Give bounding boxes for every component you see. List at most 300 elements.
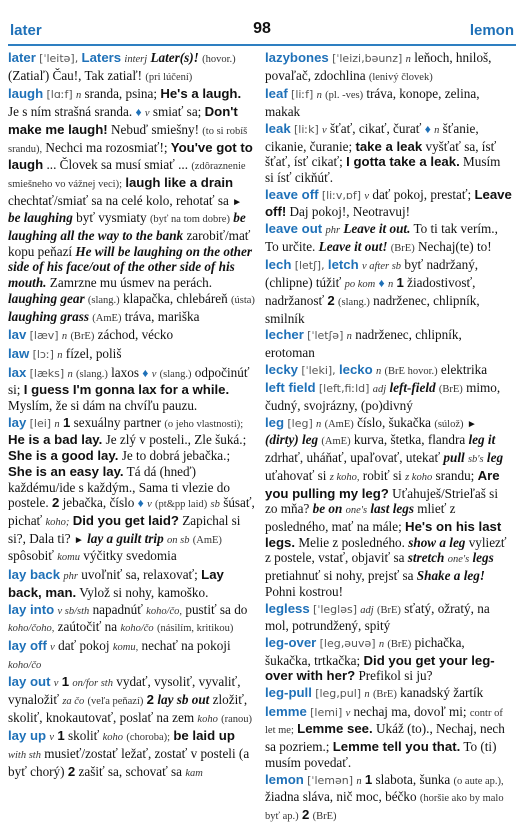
usage-note: (ranou) xyxy=(221,713,253,725)
usage-note: (lenivý človek) xyxy=(368,71,433,83)
entry-leg-pull xyxy=(265,685,512,703)
grammar-label: one's xyxy=(447,554,470,566)
grammar-label: v xyxy=(151,368,157,380)
pronunciation: [ˈletʃə] xyxy=(307,329,344,343)
translation: kanadský žartík xyxy=(400,685,484,701)
entry-later xyxy=(8,50,255,85)
translation: zašiť sa, schovať sa xyxy=(78,763,183,779)
headword: later xyxy=(8,50,36,65)
entry-lay-off xyxy=(8,638,255,673)
example: He's on his last legs. xyxy=(265,518,502,550)
entry-lay-back xyxy=(8,567,255,600)
sense-number: 1 xyxy=(57,728,65,744)
grammar-label: with sth xyxy=(8,750,41,762)
translation: uvoľniť sa, relaxovať; xyxy=(81,567,198,583)
diamond-icon: ♦ xyxy=(137,496,144,511)
translation: tráva, mariška xyxy=(124,308,200,324)
page-header xyxy=(8,0,516,46)
usage-note: (pt&pp laid) xyxy=(155,499,208,511)
usage-note: (to si robíš srandu), xyxy=(8,125,248,155)
translation: Nebuď smiešny! xyxy=(110,121,199,137)
translation: vydať, vysoliť, vyvaliť, vynaložiť xyxy=(8,674,241,708)
translation: Uťahuješ/Strieľaš si zo mňa? xyxy=(265,485,498,517)
grammar-label: v xyxy=(53,678,59,690)
diamond-icon: ♦ xyxy=(135,105,142,120)
grammar-label: n xyxy=(54,418,60,430)
translation: nadrženec, chlipník, smilník xyxy=(265,292,480,326)
usage-note: (veľa peňazí) xyxy=(87,696,144,708)
translation: Tá dá (hneď) každému/ide s každým., Sama ti vlezie do postele. xyxy=(8,463,230,511)
headword: lay off xyxy=(8,637,47,653)
headword: lemme xyxy=(265,703,307,719)
translation: elektrika xyxy=(440,361,488,377)
headword: lazybones xyxy=(265,50,329,65)
grammar-label: sb xyxy=(210,499,220,511)
grammar-label: komu, xyxy=(112,641,139,653)
phrase: Shake a leg! xyxy=(416,568,485,584)
usage-note: (AmE) xyxy=(92,312,122,324)
grammar-label: on/for sth xyxy=(72,678,113,690)
translation: sťatý, ožratý, na mol, potrundžený, spitý xyxy=(265,600,490,634)
headword: leave out xyxy=(265,221,323,237)
triangle-icon: ► xyxy=(232,196,243,208)
entry-lay-out xyxy=(8,674,255,727)
example: I gotta take a leak. xyxy=(346,154,460,170)
usage-note: contr of let me; xyxy=(265,707,503,737)
sense-number: 2 xyxy=(327,292,335,308)
translation: vyliezť z postele, vstať, objaviť sa xyxy=(265,534,507,566)
sense-number: 1 xyxy=(62,414,71,430)
usage-note: (slang.) xyxy=(159,368,192,380)
pronunciation: [leg‚pul] xyxy=(315,687,362,701)
phrase: last legs xyxy=(370,501,414,517)
translation: zarobiť/mať kopu peňazí xyxy=(8,228,251,259)
pronunciation: [ˈleizi‚bəunz] xyxy=(332,52,403,65)
usage-note: (hovor.) xyxy=(202,54,236,65)
grammar-label: v xyxy=(322,124,327,136)
usage-note: (slang.) xyxy=(87,294,120,306)
usage-note: (BrE) xyxy=(372,689,397,701)
headword: lemon xyxy=(265,771,304,787)
example: Don't make me laugh! xyxy=(8,104,238,137)
example: He's a laugh. xyxy=(160,86,242,102)
pronunciation: [ˈleitə], xyxy=(39,52,79,65)
example: Did you get your leg-over with her? xyxy=(265,652,495,684)
entry-leak xyxy=(265,121,512,186)
header-first-word: later xyxy=(10,22,42,39)
sense-number: 1 xyxy=(396,275,404,291)
pronunciation: [liːv‚ɒf] xyxy=(321,188,362,202)
entry-lemme xyxy=(265,704,512,771)
translation: uťahovať si xyxy=(265,467,327,483)
grammar-label: kam xyxy=(185,767,203,779)
translation: spôsobiť xyxy=(8,548,54,564)
translation: chechtať/smiať sa na celé kolo, rehotať sa xyxy=(8,192,229,208)
grammar-label: v xyxy=(49,732,55,744)
pronunciation: [liːf] xyxy=(291,88,314,102)
grammar-label: n xyxy=(346,331,352,343)
grammar-label: koho xyxy=(102,732,124,744)
usage-note: (byť na tom dobre) xyxy=(149,214,230,226)
entry-lay-into xyxy=(8,602,255,637)
usage-note: (ústa) xyxy=(230,294,255,306)
entry-leg xyxy=(265,415,512,600)
translation: nechaj ma, dovoľ mi; xyxy=(353,703,467,719)
right-column xyxy=(265,50,512,822)
grammar-label: adj xyxy=(360,604,374,616)
translation: srandu; xyxy=(435,467,475,483)
sense-number: 2 xyxy=(51,495,60,511)
translation: záchod, vécko xyxy=(97,327,174,343)
pronunciation: [lɑːf] xyxy=(46,88,73,102)
translation: Zapichal si si?, Dala ti? xyxy=(8,512,241,546)
usage-note: (zdôraznenie smiešneho vo vážnej veci); xyxy=(8,161,246,190)
headword: leg xyxy=(265,414,285,430)
usage-note: (slang.) xyxy=(338,296,370,308)
translation: byť nadržaný, (chlipne) túžiť xyxy=(265,257,479,291)
entry-lav xyxy=(8,327,255,345)
example: She is a good lay. xyxy=(8,448,119,464)
phrase: Leave it out. xyxy=(343,221,411,237)
grammar-label: n xyxy=(57,349,63,361)
entry-lay xyxy=(8,415,255,566)
grammar-label: interj xyxy=(124,54,148,65)
headword: lav xyxy=(8,327,27,343)
translation: pretiahnuť si nohy, prejsť sa xyxy=(265,568,414,584)
headword: law xyxy=(8,345,30,361)
translation: pichačka, šukačka, trtkačka; xyxy=(265,634,465,668)
phrase: He will be laughing on the other side of his face/out of the other side of his mouth. xyxy=(8,243,252,291)
usage-note: (AmE) xyxy=(324,418,354,430)
grammar-label: v xyxy=(144,108,150,120)
headword: leg-pull xyxy=(265,685,312,701)
translation: žiadostivosť, nadržanosť xyxy=(265,275,476,308)
grammar-label: n xyxy=(61,331,68,343)
usage-note: (o aute ap.), xyxy=(453,775,504,787)
pronunciation: [læks] xyxy=(29,366,65,380)
pronunciation: [ˈleki], xyxy=(301,363,336,377)
phrase: laughing gear xyxy=(8,290,85,306)
example: Lay back, man. xyxy=(8,567,224,600)
translation: Melie z posledného. xyxy=(298,534,405,550)
translation: číslo, šukačka xyxy=(357,414,432,430)
entry-lemon xyxy=(265,772,512,825)
headword: lay out xyxy=(8,674,51,690)
usage-note: (BrE) xyxy=(438,384,463,396)
grammar-label: z koho xyxy=(405,471,433,483)
grammar-label: n xyxy=(316,418,322,430)
grammar-label: v xyxy=(147,499,152,511)
triangle-icon: ► xyxy=(73,534,84,546)
usage-note: (násilím, kritikou) xyxy=(156,623,234,635)
pronunciation: [ˈlegləs] xyxy=(313,602,357,616)
headword: left field xyxy=(265,380,316,396)
usage-note: (BrE) xyxy=(377,604,401,616)
phrase: Leave it out! xyxy=(318,238,388,254)
grammar-label: n xyxy=(434,124,440,136)
phrase: lay sb out xyxy=(157,692,210,708)
translation: To ti tak verím., To určite. xyxy=(265,221,498,254)
grammar-label: adj xyxy=(372,384,387,396)
grammar-label: n xyxy=(356,775,362,787)
entry-lecher xyxy=(265,327,512,360)
headword-variant: letch xyxy=(327,257,359,273)
headword: lay up xyxy=(8,728,47,744)
entry-legless xyxy=(265,601,512,634)
usage-note: (BrE) xyxy=(390,242,415,254)
grammar-label: komu xyxy=(57,552,80,564)
usage-note: (BrE) xyxy=(387,638,412,650)
translation: Je to dobrá jebačka.; xyxy=(121,448,231,464)
example: Lemme see. xyxy=(297,721,373,737)
example: Are you pulling my leg? xyxy=(265,467,500,501)
translation: fízel, poliš xyxy=(65,345,122,361)
translation: kurva, štetka, flandra xyxy=(353,432,466,448)
translation: šťať, cikať, čurať xyxy=(330,120,422,136)
example: You've got to laugh xyxy=(8,139,253,173)
grammar-label: koho; xyxy=(45,516,70,528)
phrase: left-field xyxy=(389,380,436,396)
usage-note: (AmE) xyxy=(192,534,222,546)
phrase: leg it xyxy=(468,432,496,448)
sense-number: 2 xyxy=(146,692,155,708)
headword: legless xyxy=(265,600,310,616)
entry-law xyxy=(8,346,255,364)
grammar-label: po kom xyxy=(344,279,376,291)
translation: leňoch, hniloš, povaľač, zdochlina xyxy=(265,50,492,83)
phrase: lay a guilt trip xyxy=(87,530,164,546)
example: I guess I'm gonna lax for a while. xyxy=(23,382,230,398)
entry-leg-over xyxy=(265,635,512,684)
translation: klapačka, chlebáreň xyxy=(122,290,228,306)
phrase: be laughing xyxy=(8,210,73,226)
translation: Myslím, že si dám na chvíľu pauzu. xyxy=(8,398,198,414)
example: be laid up xyxy=(173,728,235,744)
translation: nadrženec, chlipník, erotoman xyxy=(265,327,462,360)
translation: dať pokoj, prestať; xyxy=(372,186,472,202)
usage-note: (BrE) xyxy=(312,810,337,822)
translation: Pohni kostrou! xyxy=(265,583,344,599)
usage-note: (pri lúčení) xyxy=(145,71,193,83)
example: Lemme tell you that. xyxy=(332,739,461,755)
pronunciation: [leg] xyxy=(287,416,313,430)
pronunciation: [læv] xyxy=(29,329,59,343)
headword: leg-over xyxy=(265,634,317,650)
grammar-label: n xyxy=(75,90,82,102)
grammar-label: phr xyxy=(325,225,341,237)
grammar-label: koho/čo xyxy=(8,659,42,671)
grammar-label: koho/čo xyxy=(120,623,154,635)
example: take a leak xyxy=(355,138,423,154)
translation: byť vysmiaty xyxy=(76,210,147,226)
phrase: stretch xyxy=(407,550,445,566)
pronunciation: [lɔː] xyxy=(32,347,54,361)
entry-leaf xyxy=(265,86,512,119)
diamond-icon: ♦ xyxy=(378,276,385,291)
usage-note: (AmE) xyxy=(321,436,351,448)
translation: To (ti) musím povedať. xyxy=(265,739,497,770)
grammar-label: one's xyxy=(345,505,368,517)
translation: ... Človek sa musí smiať ... xyxy=(46,157,189,173)
grammar-label: phr xyxy=(63,571,78,583)
page-number: 98 xyxy=(253,20,271,37)
translation: Je s ním strašná sranda. xyxy=(8,104,133,120)
phrase: leg xyxy=(486,450,504,466)
grammar-label: koho/čo, xyxy=(146,605,183,617)
usage-note: (horšie ako by malo byť ap.) xyxy=(265,793,504,822)
usage-note: (BrE) xyxy=(70,331,95,343)
translation: Nechaj(te) to! xyxy=(418,238,492,254)
translation: Nechci ma rozosmiať!; xyxy=(45,139,168,155)
translation: mimo, čudný, svojrázny, (po)divný xyxy=(265,380,501,414)
sense-number: 1 xyxy=(61,674,70,690)
pronunciation: [letʃ], xyxy=(294,259,325,273)
headword: lay into xyxy=(8,601,55,617)
grammar-label: n xyxy=(378,638,385,650)
diamond-icon: ♦ xyxy=(142,365,149,380)
usage-note: (BrE hovor.) xyxy=(384,365,438,377)
translation: jebačka, číslo xyxy=(62,495,135,511)
headword: lecky xyxy=(265,361,299,377)
usage-note: (pl. -ves) xyxy=(325,90,364,102)
headword: lecher xyxy=(265,327,304,343)
translation: sranda, psina; xyxy=(84,86,158,102)
translation: Vylož si nohy, kamoško. xyxy=(79,584,209,600)
translation: pustiť sa do xyxy=(185,601,248,617)
triangle-icon: ► xyxy=(466,418,477,430)
translation: šťanie, cikanie, čuranie; xyxy=(265,120,479,154)
translation: Daj pokoj!, Neotravuj! xyxy=(289,204,411,220)
grammar-label: za čo xyxy=(62,696,85,708)
translation: musieť/zostať ležať, zostať v posteli (a byť chorý) xyxy=(8,746,250,779)
grammar-label: koho xyxy=(197,713,218,725)
headword: leave off xyxy=(265,186,319,202)
translation: sexuálny partner xyxy=(73,414,162,430)
phrase: laughing grass xyxy=(8,308,89,324)
phrase: Later(s)! xyxy=(150,50,199,65)
entry-leave-off xyxy=(265,187,512,220)
translation: smiať sa; xyxy=(152,104,202,120)
translation: šúsať, pichať xyxy=(8,495,255,528)
example: She is an easy lay. xyxy=(8,463,124,479)
entry-lax xyxy=(8,365,255,414)
grammar-label: n xyxy=(376,365,382,377)
phrase: be laughing all the way to the bank xyxy=(8,210,246,244)
translation: slabota, šunka xyxy=(375,771,451,787)
entry-lay-up xyxy=(8,728,255,781)
translation: zdrhať, uháňať, upaľovať, utekať xyxy=(265,450,441,466)
example: Leave off! xyxy=(265,186,512,220)
grammar-label: v xyxy=(345,707,351,719)
phrase: legs xyxy=(472,550,494,566)
grammar-label: sb's xyxy=(467,454,484,466)
phrase: show a leg xyxy=(408,534,466,550)
grammar-label: z koho, xyxy=(329,471,360,483)
translation: Zamrzne mu úsmev na perách. xyxy=(49,275,212,291)
headword: lay xyxy=(8,414,27,430)
header-last-word: lemon xyxy=(469,22,514,39)
pronunciation: [ˈlemən] xyxy=(307,773,354,787)
grammar-label: n xyxy=(316,90,322,102)
translation: dať pokoj xyxy=(58,637,110,653)
sense-number: 1 xyxy=(364,771,373,787)
headword: leak xyxy=(265,120,291,136)
example: Did you get laid? xyxy=(72,512,179,528)
pronunciation: [lemi] xyxy=(310,705,343,719)
sense-number: 2 xyxy=(67,763,76,779)
entry-lecky xyxy=(265,362,512,380)
translation: žiadna sláva, nič moc, béčko xyxy=(265,789,417,805)
grammar-label: v xyxy=(364,190,370,202)
translation: Musím si ísť cikňúť. xyxy=(265,154,501,185)
translation: odpočinúť si; xyxy=(8,364,250,398)
usage-note: (súlož) xyxy=(434,418,464,430)
diamond-icon: ♦ xyxy=(424,121,431,136)
translation: Prefikol si ju? xyxy=(358,668,433,684)
headword: lech xyxy=(265,257,292,273)
phrase: (dirty) leg xyxy=(265,432,319,448)
translation: mlieť z posledného, mať na mále; xyxy=(265,501,456,534)
sense-number: 2 xyxy=(301,806,310,822)
translation: laxos xyxy=(111,364,139,380)
grammar-label: koho/čoho, xyxy=(8,623,55,635)
usage-note: (choroba); xyxy=(126,732,171,744)
left-column xyxy=(8,50,255,779)
translation: skoliť xyxy=(68,728,100,744)
translation: tráva, konope, zelina, makak xyxy=(265,86,480,120)
translation: nechať na pokoji xyxy=(141,637,231,653)
translation: Ukáž (to)., Nechaj, nech sa pozriem.; xyxy=(265,721,505,755)
entry-lazybones xyxy=(265,50,512,85)
headword: lax xyxy=(8,364,27,380)
grammar-label: on sb xyxy=(167,534,190,546)
grammar-label: n xyxy=(67,368,73,380)
grammar-label: v after sb xyxy=(361,261,402,273)
phrase: pull xyxy=(443,450,465,466)
pronunciation: [lei] xyxy=(29,416,52,430)
translation: robiť si xyxy=(362,467,402,483)
translation: vyšťať sa, ísť šťať, ísť cikať; xyxy=(265,138,497,170)
grammar-label: n xyxy=(405,54,411,65)
headword: lay back xyxy=(8,567,61,583)
example: He is a bad lay. xyxy=(8,432,103,448)
headword-variant: Laters xyxy=(81,50,122,65)
translation: Je zlý v posteli., Zle šuká.; xyxy=(105,432,247,448)
translation: napadnúť xyxy=(92,601,143,617)
pronunciation: [left‚fiːld] xyxy=(318,382,370,396)
usage-note: (o jeho vlastnosti); xyxy=(164,418,244,430)
entry-leave-out xyxy=(265,221,512,256)
grammar-label: n xyxy=(387,279,394,291)
headword: laugh xyxy=(8,86,44,102)
example: laugh like a drain xyxy=(125,174,234,190)
translation: (Zatiaľ) Čau!, Tak zatiaľ! xyxy=(8,67,143,83)
translation: výčitky svedomia xyxy=(83,548,177,564)
entry-laugh xyxy=(8,86,255,326)
entry-lech xyxy=(265,257,512,326)
grammar-label: v xyxy=(50,641,55,653)
translation: zložiť, skoliť, knokautovať, poslať na zem xyxy=(8,692,248,725)
entry-left-field xyxy=(265,380,512,413)
translation: zaútočiť na xyxy=(57,619,118,635)
grammar-label: v sb/sth xyxy=(57,605,90,617)
pronunciation: [liːk] xyxy=(293,122,319,136)
headword-variant: lecko xyxy=(338,361,373,377)
headword: leaf xyxy=(265,86,288,102)
usage-note: (slang.) xyxy=(76,368,108,380)
grammar-label: n xyxy=(364,689,370,701)
pronunciation: [leg‚əuvə] xyxy=(319,636,376,650)
